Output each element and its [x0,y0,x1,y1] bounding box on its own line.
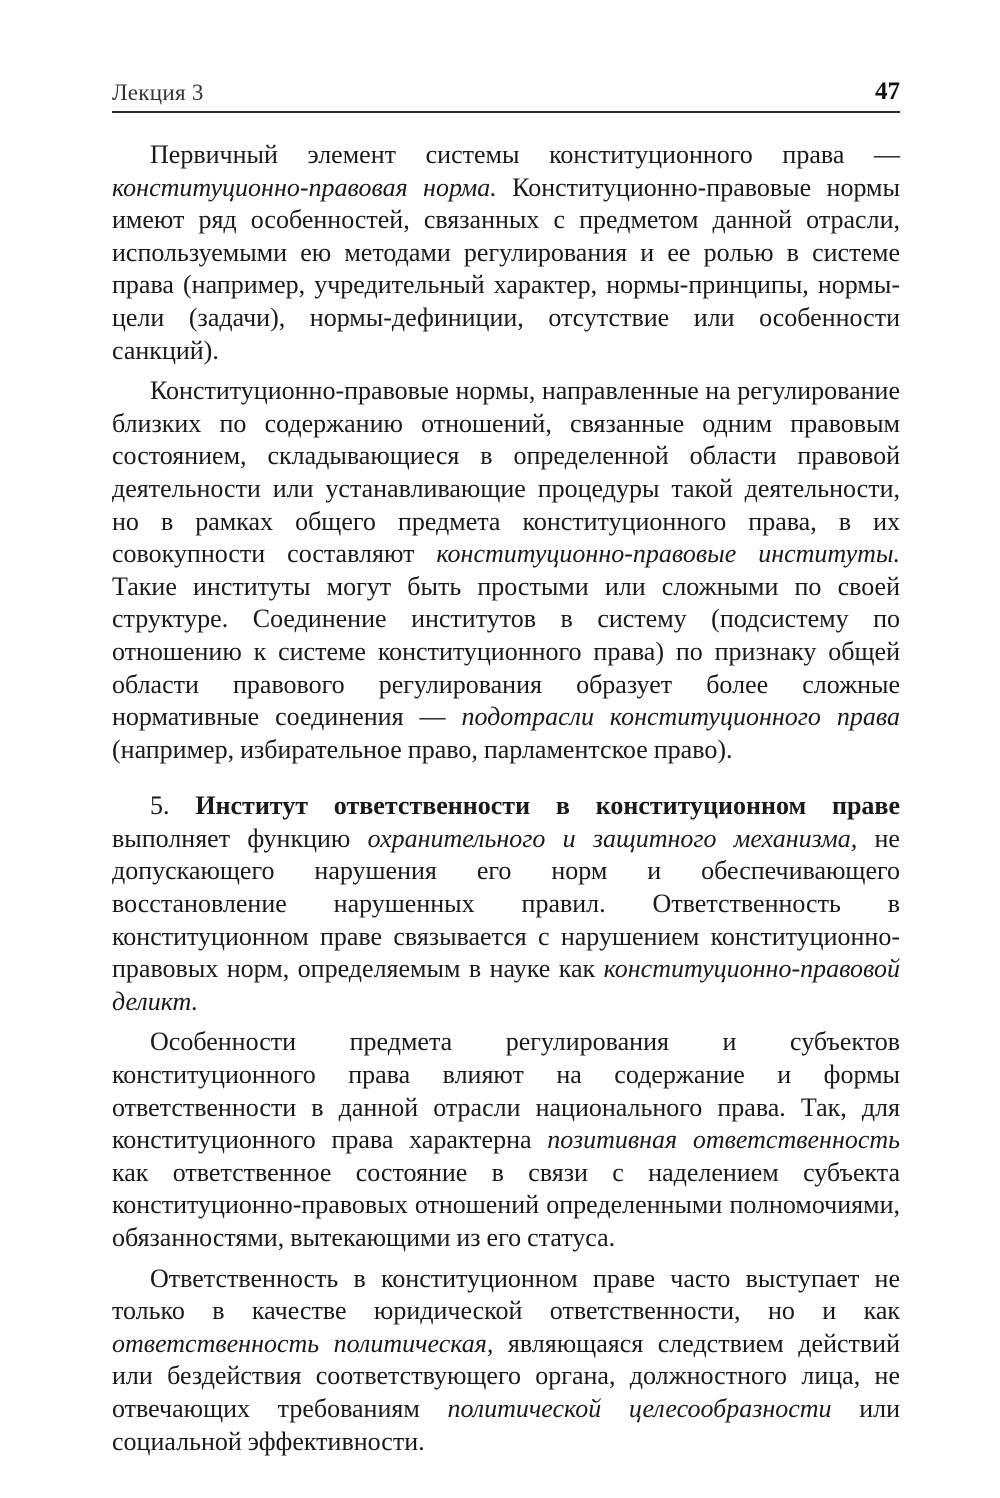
italic-term: охранительного и защитного механизма, [367,823,858,853]
running-head [112,76,900,106]
text-run: Ответственность в конституционном праве часто выступает не только в качестве юридической ответственности, но и как [112,1263,900,1326]
body-text [112,139,900,1458]
italic-term: подотрасли конституционного права [461,702,900,732]
text-run: Особенности предмета регулирования и субъектов конституционного права влияют на содержание и формы ответственности в данной отрасли национального права. Так, для конституционного права характерна [112,1027,900,1155]
paragraph [112,1026,900,1254]
paragraph [112,139,900,367]
italic-term: позитивная ответственность [547,1125,900,1155]
text-run: выполняет функцию [112,823,368,853]
italic-term: конституционно-правовая норма. [112,172,497,202]
bold-heading: Институт ответственности в конституционном праве [195,791,901,821]
text-run: (например, избирательное право, парламентское право). [112,734,733,764]
text-run: Такие институты могут быть простыми или сложными по своей структуре. Соединение институтов в систему (подсистему по отношению к системе конституционного права) по признаку общей области правового регулирования образует более сложные нормативные соединения — [112,571,900,732]
italic-term: политической целесообразности [447,1393,832,1423]
text-run: как ответственное состояние в связи с наделением субъекта конституционно-правовых отношений определенными полномочиями, обязанностями, вытекающими из его статуса. [112,1157,900,1252]
text-run: Конституционно-правовые нормы имеют ряд особенностей, связанных с предметом данной отрасли, используемыми ею методами регулирования и ее ролью в системе права (например, учредительный характер, нормы-принципы, нормы-цели (задачи), нормы-дефиниции, отсутствие или особенности санкций). [112,172,900,365]
page-number: 47 [875,78,900,105]
paragraph-numbered [112,790,900,1018]
text-run: Первичный элемент системы конституционного права — [150,140,900,169]
text-run: являющаяся следствием действий или бездействия соответствующего органа, должностного лица, не отвечающих требованиям [112,1328,900,1423]
text-run: Конституционно-правовые нормы, направленные на регулирование близких по содержанию отношений, связанные одним правовым состоянием, складывающиеся в определенной области правовой деятельности или устанавливающие процедуры такой деятельности, но в рамках общего предмета конституционного права, в их совокупности составляют [112,376,900,569]
item-number: 5. [150,791,196,821]
running-title: Лекция 3 [112,80,204,105]
header-rule [112,111,900,113]
italic-term: ответственность политическая, [112,1328,494,1358]
text-run: не допускающего нарушения его норм и обеспечивающего восстановление нарушенных правил. Ответственность в конституционном праве связывается с нарушением конституционно-правовых норм, определяемым в науке как [112,823,900,984]
italic-term: конституционно-правовой деликт. [112,954,900,1016]
text-run: или социальной эффективности. [112,1393,900,1456]
paragraph [112,1263,900,1459]
italic-term: конституционно-правовые институты. [436,539,900,569]
paragraph [112,375,900,766]
